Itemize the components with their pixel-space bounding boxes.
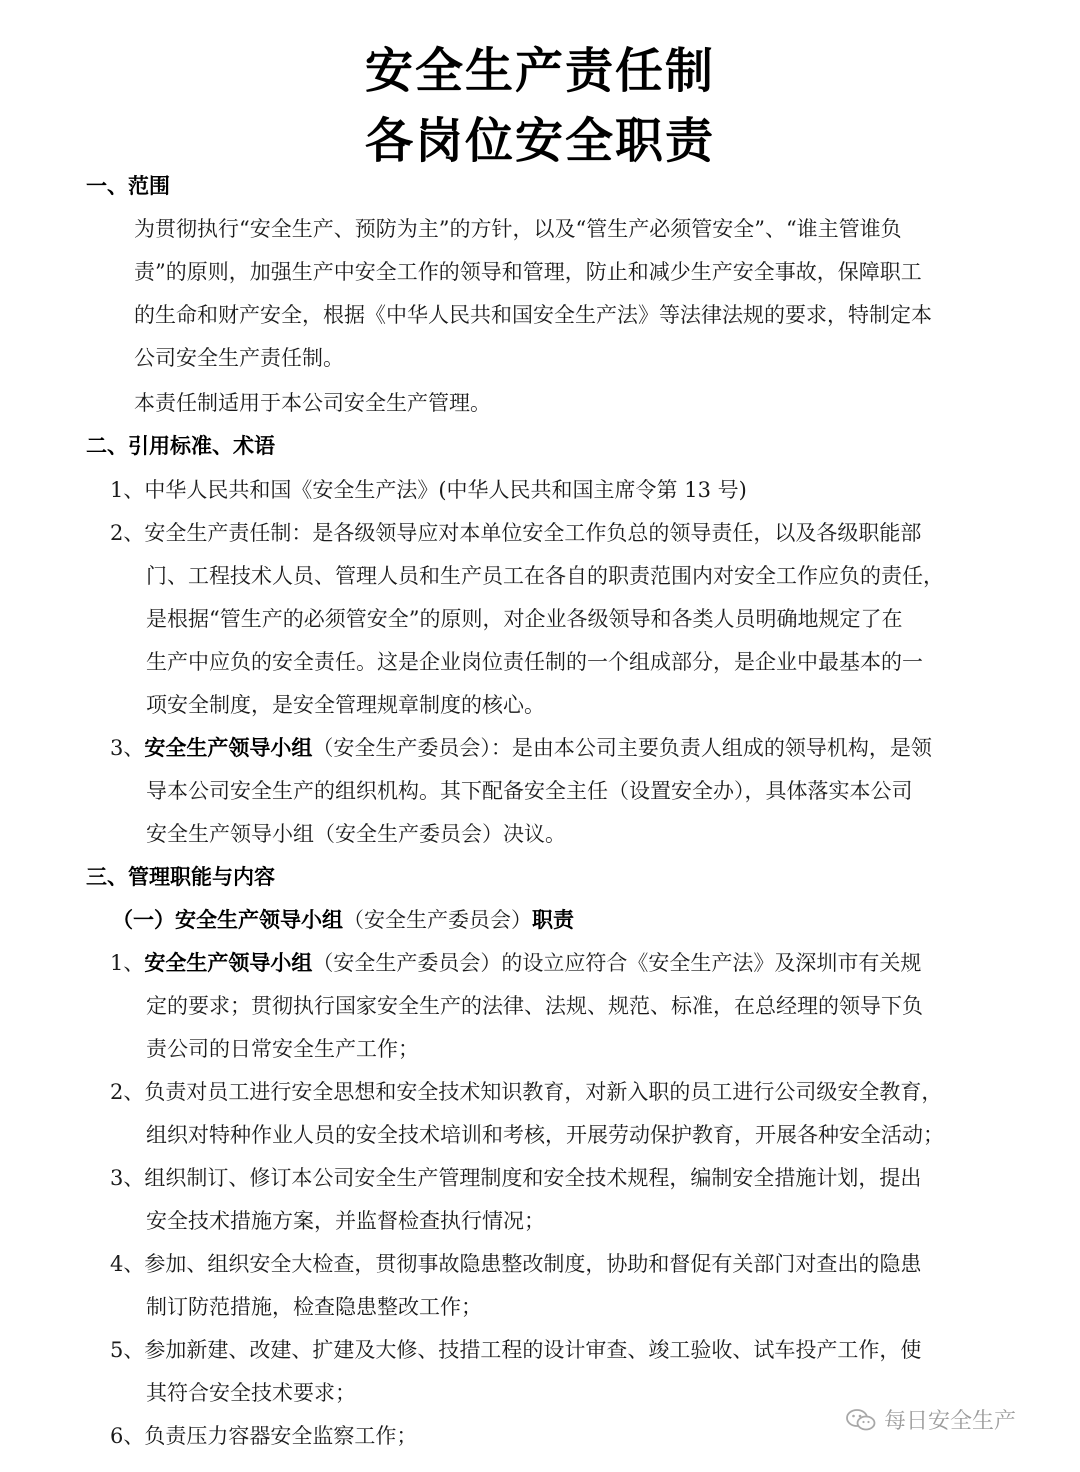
list-item: 3、组织制订、修订本公司安全生产管理制度和安全技术规程，编制安全措施计划，提出: [110, 1166, 922, 1190]
document-subtitle: 各岗位安全职责: [364, 113, 715, 169]
item-number: 1、: [110, 951, 145, 975]
paragraph-line: 责”的原则，加强生产中安全工作的领导和管理，防止和减少生产安全事故，保障职工: [134, 260, 922, 284]
list-item: 6、负责压力容器安全监察工作；: [110, 1424, 418, 1448]
subsection-title: （一）安全生产领导小组: [112, 907, 343, 932]
list-item-line: 是根据“管生产的必须管安全”的原则，对企业各级领导和各类人员明确地规定了在: [146, 607, 903, 631]
list-item: 4、参加、组织安全大检查，贯彻事故隐患整改制度，协助和督促有关部门对查出的隐患: [110, 1252, 922, 1276]
list-item: [110, 949, 921, 977]
watermark: [846, 1404, 1016, 1435]
list-item-line: 其符合安全技术要求；: [146, 1381, 356, 1405]
subsection-paren: （安全生产委员会）: [343, 908, 532, 932]
list-item-line: 定的要求；贯彻执行国家安全生产的法律、法规、规范、标准，在总经理的领导下负: [146, 994, 923, 1018]
paragraph-line: 的生命和财产安全，根据《中华人民共和国安全生产法》等法律法规的要求，特制定本: [134, 303, 932, 327]
list-item-line: 项安全制度，是安全管理规章制度的核心。: [146, 693, 545, 717]
section-heading-functions: 三、管理职能与内容: [86, 864, 275, 889]
list-item: 5、参加新建、改建、扩建及大修、技措工程的设计审查、竣工验收、试车投产工作，使: [110, 1338, 922, 1362]
list-item: 2、负责对员工进行安全思想和安全技术知识教育，对新入职的员工进行公司级安全教育，: [110, 1080, 943, 1104]
list-item-line: 门、工程技术人员、管理人员和生产员工在各自的职责范围内对安全工作应负的责任，: [146, 564, 944, 588]
list-item-line: 组织对特种作业人员的安全技术培训和考核，开展劳动保护教育，开展各种安全活动；: [146, 1123, 944, 1147]
list-item-line: 责公司的日常安全生产工作；: [146, 1037, 419, 1061]
list-item-line: 生产中应负的安全责任。这是企业岗位责任制的一个组成部分，是企业中最基本的一: [146, 650, 923, 674]
list-item-line: 导本公司安全生产的组织机构。其下配备安全主任（设置安全办），具体落实本公司: [146, 779, 913, 803]
paragraph-line: 为贯彻执行“安全生产、预防为主”的方针，以及“管生产必须管安全”、“谁主管谁负: [134, 217, 902, 241]
item-text: （安全生产委员会）：是由本公司主要负责人组成的领导机构，是领: [312, 736, 932, 760]
bold-term: 安全生产领导小组: [144, 735, 313, 760]
paragraph-line: 本责任制适用于本公司安全生产管理。: [134, 391, 491, 415]
subsection-heading: [112, 906, 574, 934]
watermark-text: 每日安全生产: [884, 1409, 1017, 1434]
list-item-line: 制订防范措施，检查隐患整改工作；: [146, 1295, 482, 1319]
section-heading-scope: 一、范围: [86, 173, 170, 198]
bold-term: 安全生产领导小组: [144, 950, 313, 975]
list-item-line: 安全生产领导小组（安全生产委员会）决议。: [146, 822, 566, 846]
section-heading-references: 二、引用标准、术语: [86, 433, 275, 458]
list-item: 1、中华人民共和国《安全生产法》(中华人民共和国主席令第 13 号): [110, 478, 747, 502]
document-title: 安全生产责任制: [364, 43, 715, 99]
item-text: （安全生产委员会）的设立应符合《安全生产法》及深圳市有关规: [312, 951, 922, 975]
list-item: [110, 734, 932, 762]
subsection-duty: 职责: [532, 907, 574, 932]
list-item-line: 安全技术措施方案，并监督检查执行情况；: [146, 1209, 545, 1233]
list-item: 2、安全生产责任制：是各级领导应对本单位安全工作负总的领导责任，以及各级职能部: [110, 521, 922, 545]
item-number: 3、: [110, 736, 145, 760]
wechat-icon: [846, 1408, 876, 1432]
paragraph-line: 公司安全生产责任制。: [134, 346, 344, 370]
